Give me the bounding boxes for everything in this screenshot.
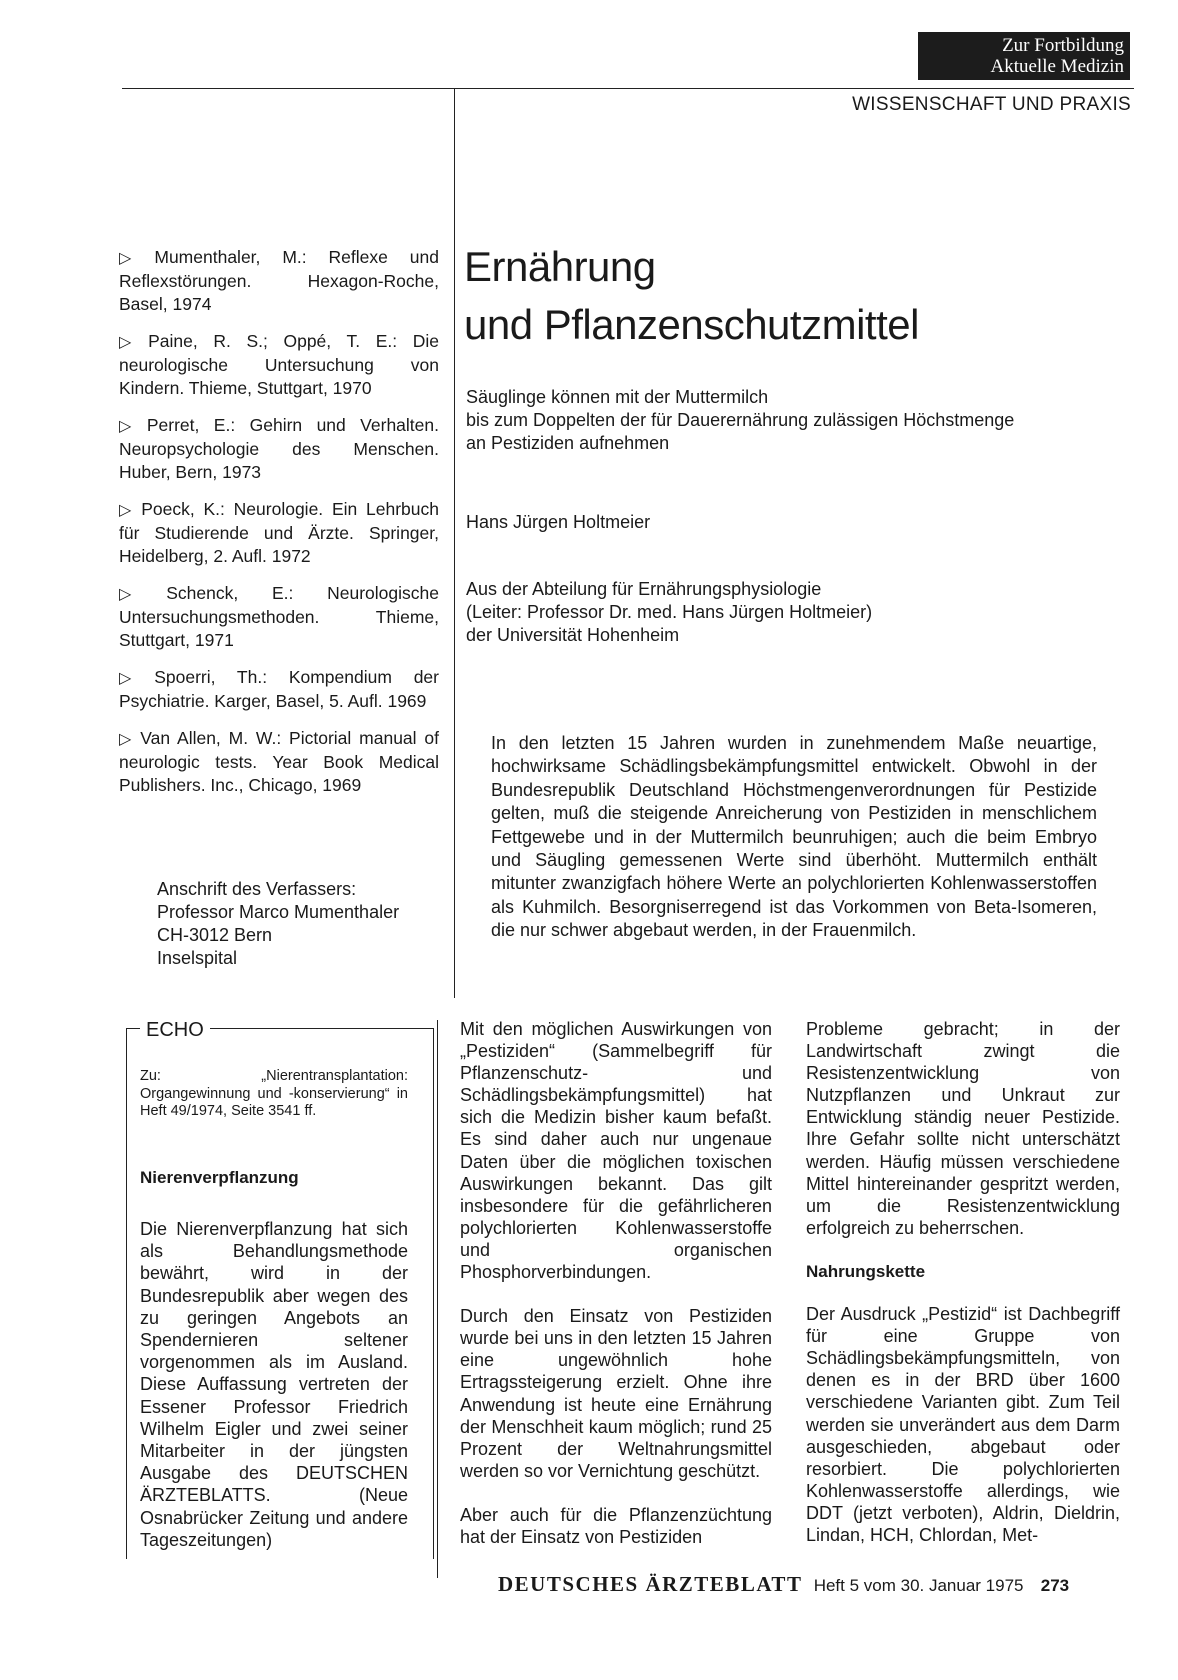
top-rule	[122, 88, 1134, 89]
reference-item: ▷ Poeck, K.: Neurologie. Ein Lehrbuch für Studierende und Ärzte. Springer, Heidelberg, 2. Aufl. 1972	[119, 499, 439, 566]
page-footer	[498, 1572, 1069, 1597]
column-divider-lower	[437, 1020, 438, 1578]
section-heading: Nahrungskette	[806, 1261, 926, 1281]
echo-reference: Zu: „Nierentransplantation: Organgewinnung und -konservierung“ in Heft 49/1974, Seite 3541 ff.	[140, 1068, 408, 1119]
triangle-marker-icon: ▷	[119, 250, 149, 267]
article-author: Hans Jürgen Holtmeier	[466, 512, 651, 532]
issue-info: Heft 5 vom 30. Januar 1975	[813, 1576, 1024, 1595]
journal-name: DEUTSCHES ÄRZTEBLATT	[498, 1572, 803, 1596]
reference-item: ▷ Paine, R. S.; Oppé, T. E.: Die neurologische Untersuchung von Kindern. Thieme, Stuttgart, 1970	[119, 331, 439, 398]
paragraph: Der Ausdruck „Pestizid“ ist Dachbegriff für eine Gruppe von Schädlingsbekämpfungsmitteln, von denen es in der BRD über 1600 verschiedene Varianten gibt. Zum Teil werden sie unverändert aus dem Darm ausgeschieden, abgebaut oder resorbiert. Die polychlorierten Kohlenwasserstoffe allerdings, wie DDT (jetzt verboten), Aldrin, Dieldrin, Lindan, HCH, Chlordan, Met-	[806, 1304, 1120, 1545]
article-subtitle: Säuglinge können mit der Muttermilch bis zum Doppelten der für Dauerernährung zulässigen Höchstmenge an Pestiziden aufnehmen	[466, 387, 1015, 453]
echo-body: Die Nierenverpflanzung hat sich als Behandlungsmethode bewährt, wird in der Bundesrepublik aber wegen des zu geringen Angebots an Spendernieren seltener vorgenommen als im Ausland. Diese Auffassung vertreten der Essener Professor Friedrich Wilhelm Eigler und zwei seiner Mitarbeiter in der jüngsten Ausgabe des DEUTSCHEN ÄRZTEBLATTS. (Neue Osnabrücker Zeitung und andere Tageszeitungen)	[140, 1219, 408, 1550]
body-column-right	[806, 1018, 1120, 1568]
badge-line-1: Zur Fortbildung	[1002, 35, 1124, 56]
triangle-marker-icon: ▷	[119, 670, 149, 687]
triangle-marker-icon: ▷	[119, 418, 141, 435]
section-badge	[918, 32, 1130, 80]
section-title: WISSENSCHAFT UND PRAXIS	[852, 94, 1131, 115]
triangle-marker-icon: ▷	[119, 731, 135, 748]
paragraph: Probleme gebracht; in der Landwirtschaft zwingt die Resistenzentwicklung von Nutzpflanzen und Unkraut zur Entwicklung ständig neuer Pestizide. Ihre Gefahr sollte nicht unterschätzt werden. Häufig müssen verschiedene Mittel hintereinander gespritzt werden, um die Resistenzentwicklung erfolgreich zu beherrschen.	[806, 1019, 1120, 1238]
body-column-middle	[460, 1018, 772, 1570]
page-number: 273	[1040, 1576, 1070, 1595]
reference-item: ▷ Perret, E.: Gehirn und Verhalten. Neuropsychologie des Menschen. Huber, Bern, 1973	[119, 415, 439, 482]
triangle-marker-icon: ▷	[119, 334, 143, 351]
badge-line-2: Aktuelle Medizin	[990, 56, 1124, 77]
paragraph: Mit den möglichen Auswirkungen von „Pestiziden“ (Sammelbegriff für Pflanzenschutz- und Schädlingsbekämpfungsmittel) hat sich die Medizin bisher kaum befaßt. Es sind daher auch nur ungenaue Daten über die möglichen toxischen Auswirkungen bekannt. Das gilt insbesondere für die gefährlicheren polychlorierten Kohlenwasserstoffe und organischen Phosphorverbindungen.	[460, 1019, 772, 1283]
echo-heading: Nierenverpflanzung	[140, 1168, 299, 1187]
reference-item: ▷ Schenck, E.: Neurologische Untersuchungsmethoden. Thieme, Stuttgart, 1971	[119, 583, 439, 650]
reference-item: ▷ Van Allen, M. W.: Pictorial manual of neurologic tests. Year Book Medical Publishers. Inc., Chicago, 1969	[119, 728, 439, 795]
paragraph: Durch den Einsatz von Pestiziden wurde bei uns in den letzten 15 Jahren eine ungewöhnlich hohe Ertragssteigerung erzielt. Ohne ihre Anwendung ist heute eine Ernährung der Menschheit kaum möglich; rund 25 Prozent der Weltnahrungsmittel werden so vor Vernichtung geschützt.	[460, 1306, 772, 1481]
triangle-marker-icon: ▷	[119, 502, 136, 519]
article-title: Ernährung und Pflanzenschutzmittel	[464, 243, 919, 348]
triangle-marker-icon: ▷	[119, 586, 161, 603]
paragraph: Aber auch für die Pflanzenzüchtung hat der Einsatz von Pestiziden	[460, 1504, 772, 1547]
echo-label: ECHO	[140, 1019, 210, 1042]
author-institution: Aus der Abteilung für Ernährungsphysiologie (Leiter: Professor Dr. med. Hans Jürgen Holtmeier) der Universität Hohenheim	[466, 579, 873, 645]
author-address: Anschrift des Verfassers: Professor Marco Mumenthaler CH-3012 Bern Inselspital	[157, 879, 400, 968]
reference-item: ▷ Spoerri, Th.: Kompendium der Psychiatrie. Karger, Basel, 5. Aufl. 1969	[119, 667, 439, 711]
reference-list	[119, 246, 439, 811]
article-lead: In den letzten 15 Jahren wurden in zunehmendem Maße neuartige, hochwirksame Schädlingsbekämpfungsmittel entwickelt. Obwohl in der Bundesrepublik Deutschland Höchstmengenverordnungen für Pestizide gelten, muß die steigende Anreicherung von Pestiziden in menschlichem Fettgewebe und in der Muttermilch beunruhigen; auch die beim Embryo und Säugling gemessenen Werte sind überhöht. Muttermilch enthält mitunter zwanzigfach höhere Werte an polychlorierten Kohlenwasserstoffen als Kuhmilch. Besorgniserregend ist das Vorkommen von Beta-Isomeren, die nur schwer abgebaut werden, in der Frauenmilch.	[491, 733, 1097, 941]
column-divider-upper	[454, 88, 455, 998]
reference-item: ▷ Mumenthaler, M.: Reflexe und Reflexstörungen. Hexagon-Roche, Basel, 1974	[119, 247, 439, 314]
